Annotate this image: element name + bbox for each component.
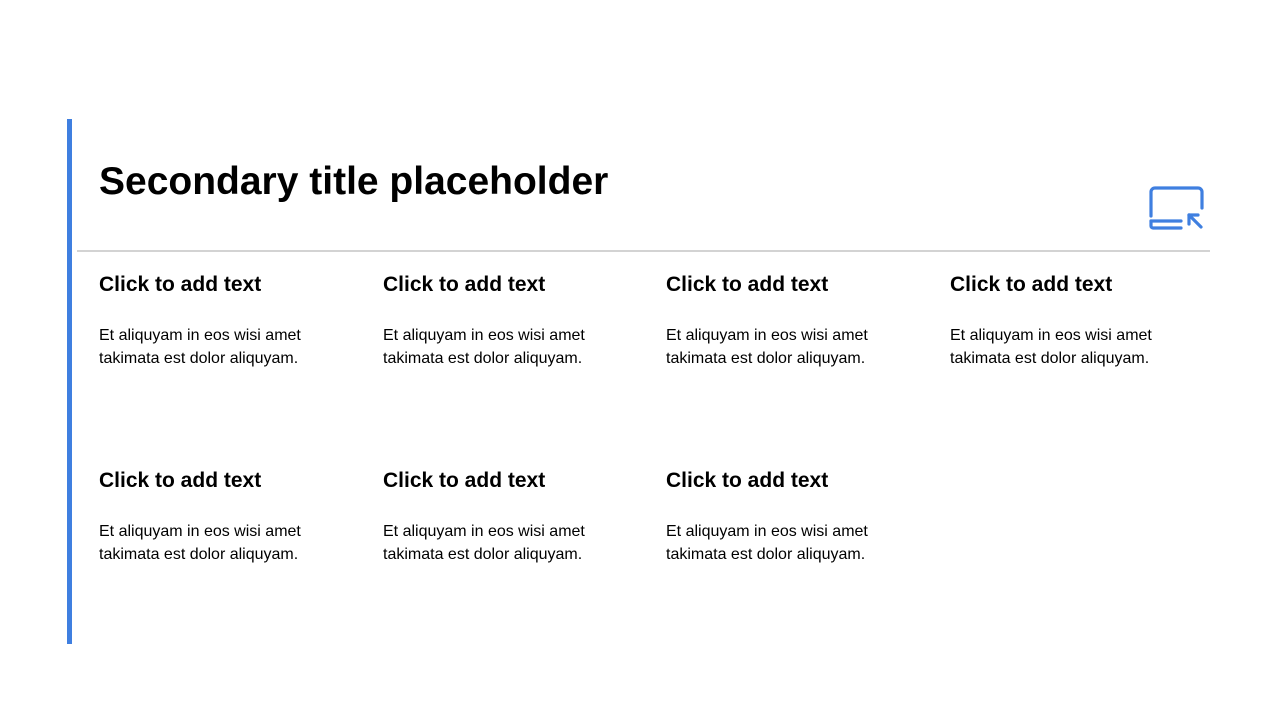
text-card <box>666 272 926 370</box>
text-card <box>950 272 1210 370</box>
text-card <box>383 468 643 566</box>
card-heading[interactable]: Click to add text <box>950 273 1113 296</box>
text-card <box>99 272 359 370</box>
card-body[interactable]: Et aliquyam in eos wisi amet takimata est dolor aliquyam. <box>666 523 868 563</box>
laptop-arrow-icon <box>1148 186 1204 232</box>
card-heading[interactable]: Click to add text <box>99 273 262 296</box>
card-heading[interactable]: Click to add text <box>383 469 546 492</box>
accent-bar <box>67 119 72 644</box>
text-card <box>383 272 643 370</box>
text-card <box>666 468 926 566</box>
card-heading[interactable]: Click to add text <box>666 273 829 296</box>
card-body[interactable]: Et aliquyam in eos wisi amet takimata est dolor aliquyam. <box>383 523 585 563</box>
card-heading[interactable]: Click to add text <box>666 469 829 492</box>
card-body[interactable]: Et aliquyam in eos wisi amet takimata est dolor aliquyam. <box>950 327 1152 367</box>
card-body[interactable]: Et aliquyam in eos wisi amet takimata est dolor aliquyam. <box>666 327 868 367</box>
card-body[interactable]: Et aliquyam in eos wisi amet takimata est dolor aliquyam. <box>99 327 301 367</box>
card-heading[interactable]: Click to add text <box>383 273 546 296</box>
divider <box>77 250 1210 252</box>
page-title[interactable]: Secondary title placeholder <box>99 160 609 203</box>
card-body[interactable]: Et aliquyam in eos wisi amet takimata est dolor aliquyam. <box>383 327 585 367</box>
text-card <box>99 468 359 566</box>
card-body[interactable]: Et aliquyam in eos wisi amet takimata est dolor aliquyam. <box>99 523 301 563</box>
card-heading[interactable]: Click to add text <box>99 469 262 492</box>
